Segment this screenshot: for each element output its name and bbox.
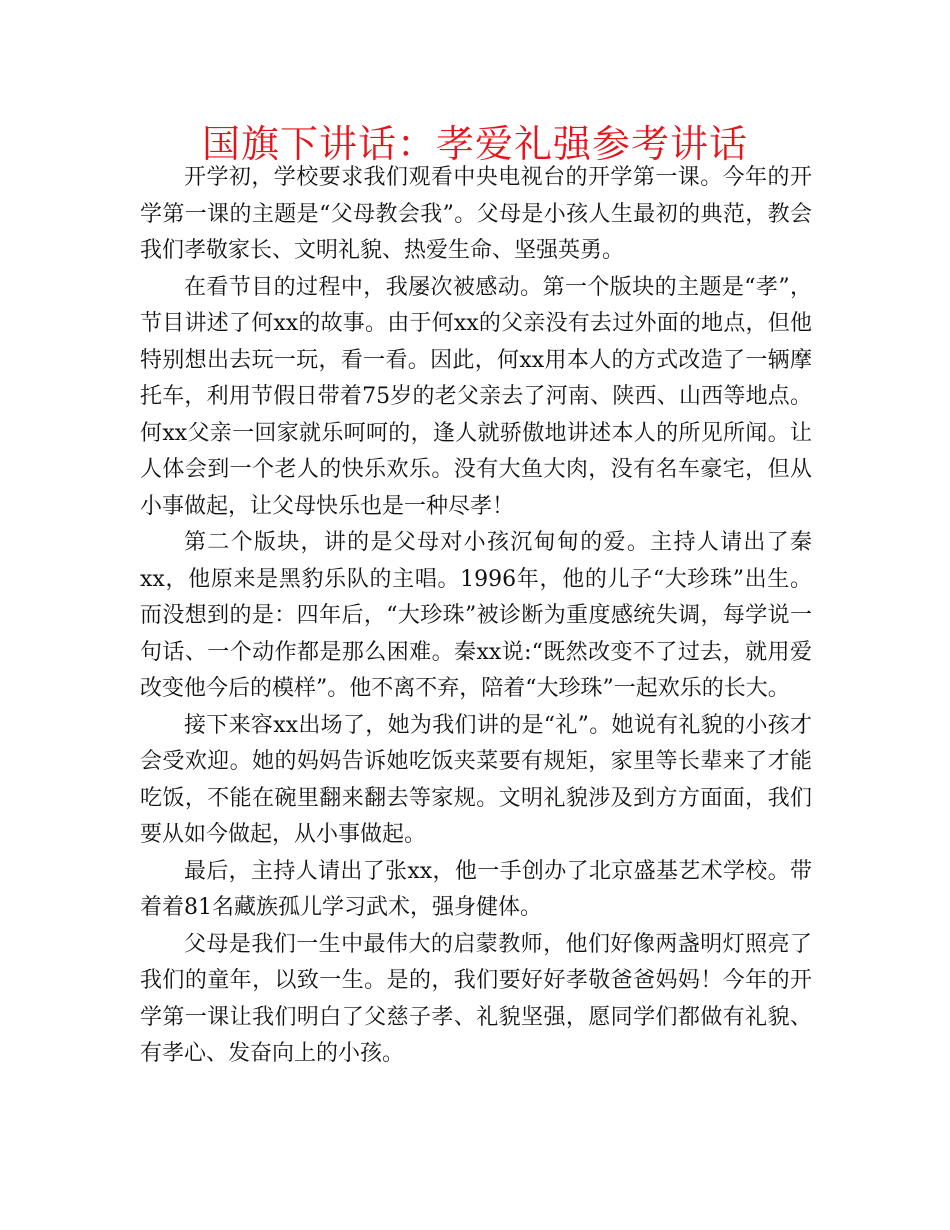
paragraph: 在看节目的过程中，我屡次被感动。第一个版块的主题是“孝”，节目讲述了何xx的故事。由于何xx的父亲没有去过外面的地点，但他特别想出去玩一玩，看一看。因此，何xx用本人的方式改造了一辆摩托车，利用节假日带着75岁的老父亲去了河南、陕西、山西等地点。何xx父亲一回家就乐呵呵的，逢人就骄傲地讲述本人的所见所闻。让人体会到一个老人的快乐欢乐。没有大鱼大肉，没有名车豪宅，但从小事做起，让父母快乐也是一种尽孝！ [140, 274, 812, 519]
document-title: 国旗下讲话：孝爱礼强参考讲话 [201, 122, 748, 166]
paragraph: 开学初，学校要求我们观看中央电视台的开学第一课。今年的开学第一课的主题是“父母教会我”。父母是小孩人生最初的典范，教会我们孝敬家长、文明礼貌、热爱生命、坚强英勇。 [140, 165, 812, 263]
paragraph: 最后，主持人请出了张xx，他一手创办了北京盛基艺术学校。带着着81名藏族孤儿学习武术，强身健体。 [140, 858, 812, 920]
document-body [140, 160, 812, 1073]
paragraph: 接下来容xx出场了，她为我们讲的是“礼”。她说有礼貌的小孩才会受欢迎。她的妈妈告诉她吃饭夹菜要有规矩，家里等长辈来了才能吃饭，不能在碗里翻来翻去等家规。文明礼貌涉及到方方面面，我们要从如今做起，从小事做起。 [140, 712, 812, 847]
paragraph: 父母是我们一生中最伟大的启蒙教师，他们好像两盏明灯照亮了我们的童年，以致一生。是的，我们要好好孝敬爸爸妈妈！今年的开学第一课让我们明白了父慈子孝、礼貌坚强，愿同学们都做有礼貌、有孝心、发奋向上的小孩。 [140, 931, 812, 1066]
paragraph: 第二个版块，讲的是父母对小孩沉甸甸的爱。主持人请出了秦xx，他原来是黑豹乐队的主唱。1996年，他的儿子“大珍珠”出生。而没想到的是：四年后，“大珍珠”被诊断为重度感统失调，每学说一句话、一个动作都是那么困难。秦xx说:“既然改变不了过去，就用爱改变他今后的模样”。他不离不弃，陪着“大珍珠”一起欢乐的长大。 [140, 530, 812, 701]
